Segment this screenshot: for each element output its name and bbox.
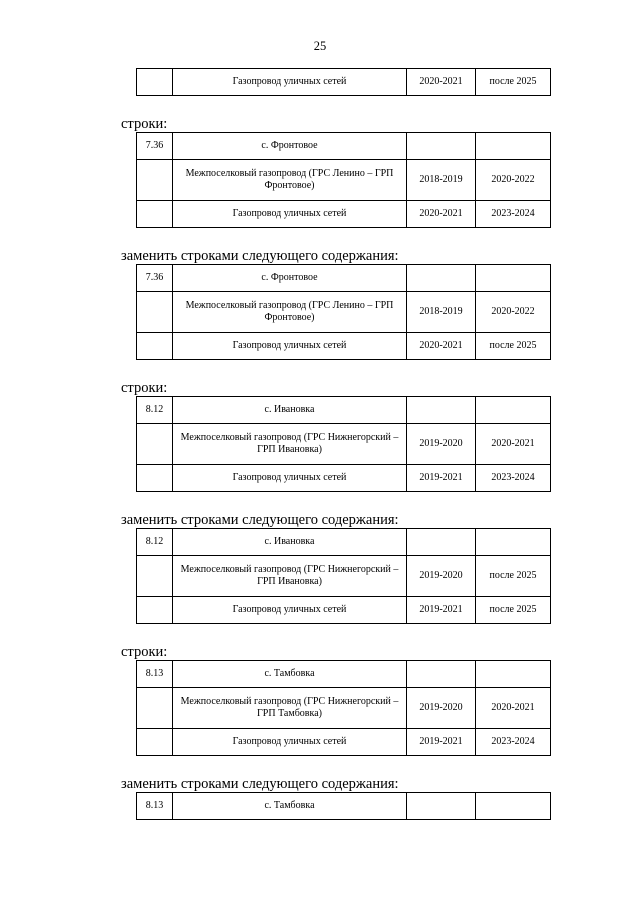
table-row bbox=[137, 729, 551, 756]
row-period-1 bbox=[407, 397, 476, 424]
instruction-label: заменить строками следующего содержания: bbox=[121, 776, 399, 792]
table-row bbox=[137, 793, 551, 820]
table-row bbox=[137, 292, 551, 333]
row-name: Межпоселковый газопровод (ГРС Ленино – ГРП Фронтовое) bbox=[173, 160, 407, 201]
row-name: Газопровод уличных сетей bbox=[173, 597, 407, 624]
row-period-2 bbox=[476, 133, 551, 160]
table-row bbox=[137, 424, 551, 465]
table-row bbox=[137, 661, 551, 688]
row-number bbox=[137, 201, 173, 228]
table-row bbox=[137, 160, 551, 201]
row-period-1: 2019-2020 bbox=[407, 688, 476, 729]
row-period-1: 2019-2020 bbox=[407, 556, 476, 597]
row-period-2: 2020-2021 bbox=[476, 688, 551, 729]
instruction-label: строки: bbox=[121, 116, 168, 132]
row-period-2: после 2025 bbox=[476, 597, 551, 624]
row-number: 8.13 bbox=[137, 793, 173, 820]
row-number bbox=[137, 688, 173, 729]
row-number bbox=[137, 292, 173, 333]
instruction-label: строки: bbox=[121, 380, 168, 396]
row-number bbox=[137, 556, 173, 597]
row-period-1 bbox=[407, 529, 476, 556]
table-row bbox=[137, 265, 551, 292]
row-number bbox=[137, 69, 173, 96]
row-number: 8.12 bbox=[137, 397, 173, 424]
row-period-2: после 2025 bbox=[476, 69, 551, 96]
row-name: Газопровод уличных сетей bbox=[173, 69, 407, 96]
table-row bbox=[137, 529, 551, 556]
table-row bbox=[137, 333, 551, 360]
row-name: с. Тамбовка bbox=[173, 793, 407, 820]
row-period-2: после 2025 bbox=[476, 556, 551, 597]
table-row bbox=[137, 556, 551, 597]
page-number: 25 bbox=[313, 39, 327, 53]
row-period-2: 2023-2024 bbox=[476, 201, 551, 228]
row-period-1: 2020-2021 bbox=[407, 201, 476, 228]
row-number bbox=[137, 333, 173, 360]
instruction-label: заменить строками следующего содержания: bbox=[121, 248, 399, 264]
row-period-2 bbox=[476, 397, 551, 424]
instruction-label: строки: bbox=[121, 644, 168, 660]
table-replacement-8-13 bbox=[136, 792, 551, 820]
row-number: 8.13 bbox=[137, 661, 173, 688]
row-number bbox=[137, 465, 173, 492]
table-continuation bbox=[136, 68, 551, 96]
instruction-label: заменить строками следующего содержания: bbox=[121, 512, 399, 528]
row-period-2 bbox=[476, 529, 551, 556]
row-period-1: 2020-2021 bbox=[407, 333, 476, 360]
row-period-1: 2020-2021 bbox=[407, 69, 476, 96]
table-row bbox=[137, 133, 551, 160]
row-name: Газопровод уличных сетей bbox=[173, 333, 407, 360]
row-name: Межпоселковый газопровод (ГРС Нижнегорский – ГРП Ивановка) bbox=[173, 556, 407, 597]
row-number bbox=[137, 729, 173, 756]
table-replacement-7-36 bbox=[136, 264, 551, 360]
row-name: с. Фронтовое bbox=[173, 133, 407, 160]
table-row bbox=[137, 397, 551, 424]
row-period-1 bbox=[407, 133, 476, 160]
row-name: с. Ивановка bbox=[173, 529, 407, 556]
row-number bbox=[137, 160, 173, 201]
table-row bbox=[137, 597, 551, 624]
row-name: Газопровод уличных сетей bbox=[173, 729, 407, 756]
row-period-2 bbox=[476, 661, 551, 688]
row-period-1: 2019-2021 bbox=[407, 597, 476, 624]
row-period-1: 2019-2021 bbox=[407, 729, 476, 756]
row-period-2: 2020-2022 bbox=[476, 292, 551, 333]
row-period-2: 2023-2024 bbox=[476, 729, 551, 756]
row-number: 8.12 bbox=[137, 529, 173, 556]
row-period-2: 2023-2024 bbox=[476, 465, 551, 492]
table-original-8-13 bbox=[136, 660, 551, 756]
row-name: с. Фронтовое bbox=[173, 265, 407, 292]
row-period-1: 2018-2019 bbox=[407, 292, 476, 333]
row-number bbox=[137, 597, 173, 624]
row-period-1 bbox=[407, 793, 476, 820]
row-period-1: 2018-2019 bbox=[407, 160, 476, 201]
row-period-2 bbox=[476, 793, 551, 820]
row-name: Межпоселковый газопровод (ГРС Нижнегорский – ГРП Ивановка) bbox=[173, 424, 407, 465]
table-row bbox=[137, 201, 551, 228]
row-name: Газопровод уличных сетей bbox=[173, 201, 407, 228]
row-period-2: после 2025 bbox=[476, 333, 551, 360]
row-period-1: 2019-2021 bbox=[407, 465, 476, 492]
table-row bbox=[137, 688, 551, 729]
row-period-1: 2019-2020 bbox=[407, 424, 476, 465]
table-original-7-36 bbox=[136, 132, 551, 228]
table-original-8-12 bbox=[136, 396, 551, 492]
row-period-2 bbox=[476, 265, 551, 292]
row-name: Межпоселковый газопровод (ГРС Нижнегорский – ГРП Тамбовка) bbox=[173, 688, 407, 729]
row-name: Газопровод уличных сетей bbox=[173, 465, 407, 492]
table-replacement-8-12 bbox=[136, 528, 551, 624]
table-row bbox=[137, 465, 551, 492]
row-period-1 bbox=[407, 265, 476, 292]
row-number bbox=[137, 424, 173, 465]
row-period-1 bbox=[407, 661, 476, 688]
row-number: 7.36 bbox=[137, 265, 173, 292]
row-name: Межпоселковый газопровод (ГРС Ленино – ГРП Фронтовое) bbox=[173, 292, 407, 333]
row-name: с. Тамбовка bbox=[173, 661, 407, 688]
row-period-2: 2020-2021 bbox=[476, 424, 551, 465]
row-name: с. Ивановка bbox=[173, 397, 407, 424]
row-number: 7.36 bbox=[137, 133, 173, 160]
row-period-2: 2020-2022 bbox=[476, 160, 551, 201]
table-row bbox=[137, 69, 551, 96]
